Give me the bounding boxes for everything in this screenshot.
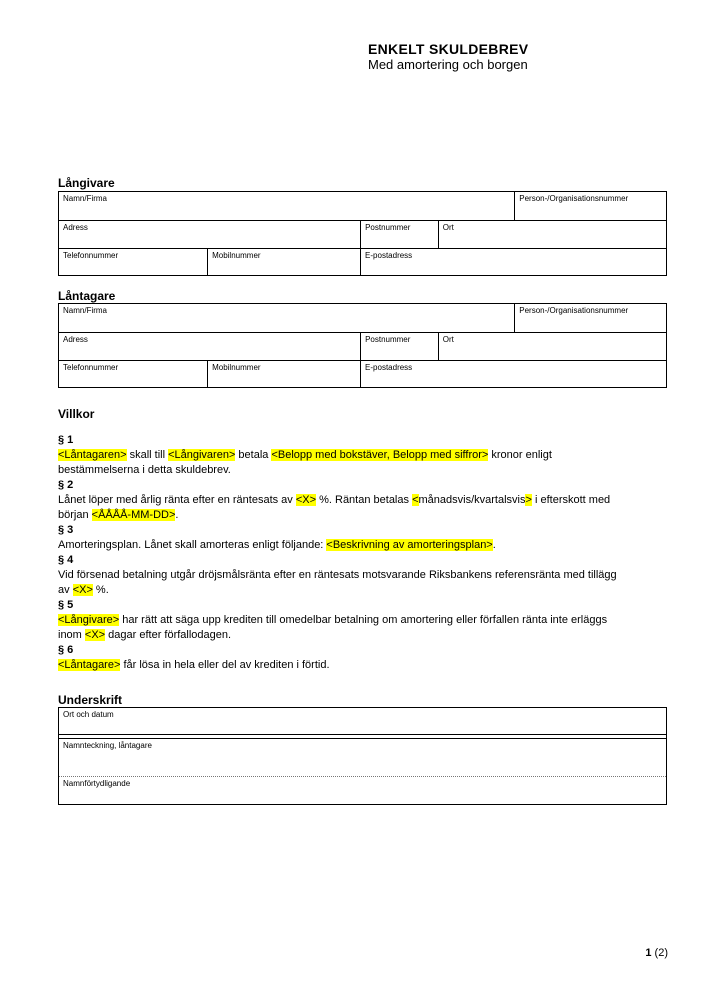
terms-text-line bbox=[58, 583, 672, 598]
highlighted-placeholder: <Belopp med bokstäver, Belopp med siffror> bbox=[271, 449, 489, 461]
field-cell-e-postadress bbox=[360, 249, 666, 275]
paragraph-number: § 1 bbox=[58, 434, 74, 446]
page-number-total: (2) bbox=[654, 947, 668, 959]
body-text: Lånet löper med årlig ränta efter en räntesats av bbox=[58, 494, 296, 506]
party-table-row bbox=[59, 192, 666, 220]
terms-section-heading: Villkor bbox=[58, 407, 95, 421]
highlighted-placeholder: <Låntagare> bbox=[58, 659, 121, 671]
field-cell-adress bbox=[59, 333, 360, 360]
highlighted-placeholder: <Långivaren> bbox=[168, 449, 236, 461]
highlighted-placeholder: > bbox=[525, 494, 532, 506]
body-text: skall till bbox=[126, 449, 169, 461]
body-text: Amorteringsplan. Lånet skall amorteras enligt följande: bbox=[58, 539, 327, 551]
terms-text-line bbox=[58, 568, 672, 583]
field-cell-mobilnummer bbox=[207, 249, 360, 275]
highlighted-placeholder: <ÅÅÅÅ-MM-DD> bbox=[91, 509, 176, 521]
document-title: ENKELT SKULDEBREV bbox=[368, 41, 529, 57]
field-label: Ort bbox=[442, 223, 454, 232]
field-label: Mobilnummer bbox=[212, 363, 261, 372]
terms-text-line bbox=[58, 658, 672, 673]
body-text: bestämmelserna i detta skuldebrev. bbox=[58, 464, 231, 476]
body-text: %. bbox=[92, 584, 109, 596]
highlighted-placeholder: <Långivare> bbox=[58, 614, 120, 626]
field-label: Person-/Organisationsnummer bbox=[519, 306, 629, 315]
paragraph-number: § 3 bbox=[58, 524, 74, 536]
field-label: Telefonnummer bbox=[63, 363, 119, 372]
highlighted-placeholder: <Beskrivning av amorteringsplan> bbox=[326, 539, 493, 551]
paragraph-number: § 4 bbox=[58, 554, 74, 566]
body-text: av bbox=[58, 584, 73, 596]
field-cell-ort bbox=[438, 333, 666, 360]
field-cell-adress bbox=[59, 221, 360, 248]
field-label: Namn/Firma bbox=[63, 194, 108, 203]
field-label-namnteckning: Namnteckning, låntagare bbox=[63, 741, 152, 750]
body-text: inom bbox=[58, 629, 85, 641]
signature-section-heading: Underskrift bbox=[58, 693, 123, 707]
party-table-row bbox=[59, 248, 666, 275]
field-label: Adress bbox=[63, 223, 88, 232]
page-number-current: 1 bbox=[645, 947, 652, 959]
body-text: . bbox=[175, 509, 179, 521]
field-cell-postnummer bbox=[360, 333, 438, 360]
field-label: E-postadress bbox=[365, 363, 413, 372]
highlighted-placeholder: <Låntagaren> bbox=[58, 449, 127, 461]
borrower-info-table bbox=[58, 303, 667, 388]
body-text: har rätt att säga upp krediten till omedelbar betalning om amortering eller förfallen ränta inte erläggs bbox=[119, 614, 608, 626]
highlighted-placeholder: <X> bbox=[295, 494, 317, 506]
field-label: Postnummer bbox=[365, 223, 411, 232]
signature-table bbox=[58, 707, 667, 805]
field-label: Ort bbox=[442, 335, 454, 344]
field-cell-mobilnummer bbox=[207, 361, 360, 387]
field-cell-ort bbox=[438, 221, 666, 248]
body-text: början bbox=[58, 509, 92, 521]
highlighted-placeholder: < bbox=[412, 494, 419, 506]
terms-text-line bbox=[58, 463, 672, 478]
highlighted-placeholder: <X> bbox=[72, 584, 93, 596]
page-number bbox=[645, 947, 668, 960]
body-text: dagar efter förfallodagen. bbox=[105, 629, 232, 641]
body-text: får lösa in hela eller del av krediten i förtid. bbox=[120, 659, 330, 671]
terms-body bbox=[58, 433, 672, 673]
field-label: Postnummer bbox=[365, 335, 411, 344]
field-cell-postnummer bbox=[360, 221, 438, 248]
field-cell-namn-firma bbox=[59, 192, 514, 220]
title-block bbox=[368, 41, 528, 73]
field-label: Mobilnummer bbox=[212, 251, 261, 260]
field-cell-person-organisationsnummer bbox=[514, 192, 666, 220]
signature-row-name-clarification bbox=[59, 776, 666, 804]
body-text: månadsvis/kvartalsvis bbox=[418, 494, 526, 506]
paragraph-number: § 5 bbox=[58, 599, 74, 611]
body-text: i efterskott med bbox=[531, 494, 611, 506]
body-text: . bbox=[492, 539, 496, 551]
body-text: kronor enligt bbox=[488, 449, 552, 461]
field-cell-telefonnummer bbox=[59, 249, 207, 275]
terms-text-line bbox=[58, 448, 672, 463]
field-cell-e-postadress bbox=[360, 361, 666, 387]
paragraph-number: § 2 bbox=[58, 479, 74, 491]
body-text: Vid försenad betalning utgår dröjsmålsränta efter en räntesats motsvarande Riksbankens referensränta med tillägg bbox=[58, 569, 617, 581]
terms-text-line bbox=[58, 493, 672, 508]
field-cell-namn-firma bbox=[59, 304, 514, 332]
field-label: Telefonnummer bbox=[63, 251, 119, 260]
paragraph-number: § 6 bbox=[58, 644, 74, 656]
field-label-namnfortydligande: Namnförtydligande bbox=[63, 779, 131, 788]
party-table-row bbox=[59, 332, 666, 360]
signature-row-place-date bbox=[59, 708, 666, 734]
field-cell-telefonnummer bbox=[59, 361, 207, 387]
highlighted-placeholder: <X> bbox=[84, 629, 106, 641]
document-subtitle: Med amortering och borgen bbox=[368, 57, 528, 72]
signature-row-signature bbox=[59, 739, 666, 776]
terms-text-line bbox=[58, 508, 672, 523]
lender-info-table bbox=[58, 191, 667, 276]
party-table-row bbox=[59, 220, 666, 248]
terms-text-line bbox=[58, 628, 672, 643]
body-text: %. Räntan betalas bbox=[316, 494, 413, 506]
field-label: Person-/Organisationsnummer bbox=[519, 194, 629, 203]
field-label: Namn/Firma bbox=[63, 306, 108, 315]
terms-text-line bbox=[58, 613, 672, 628]
lender-section-heading: Långivare bbox=[58, 176, 115, 190]
terms-text-line bbox=[58, 538, 672, 553]
body-text: betala bbox=[235, 449, 272, 461]
borrower-section-heading: Låntagare bbox=[58, 289, 116, 303]
party-table-row bbox=[59, 304, 666, 332]
field-label: E-postadress bbox=[365, 251, 413, 260]
party-table-row bbox=[59, 360, 666, 387]
field-label-ort-och-datum: Ort och datum bbox=[63, 710, 114, 719]
field-label: Adress bbox=[63, 335, 88, 344]
field-cell-person-organisationsnummer bbox=[514, 304, 666, 332]
